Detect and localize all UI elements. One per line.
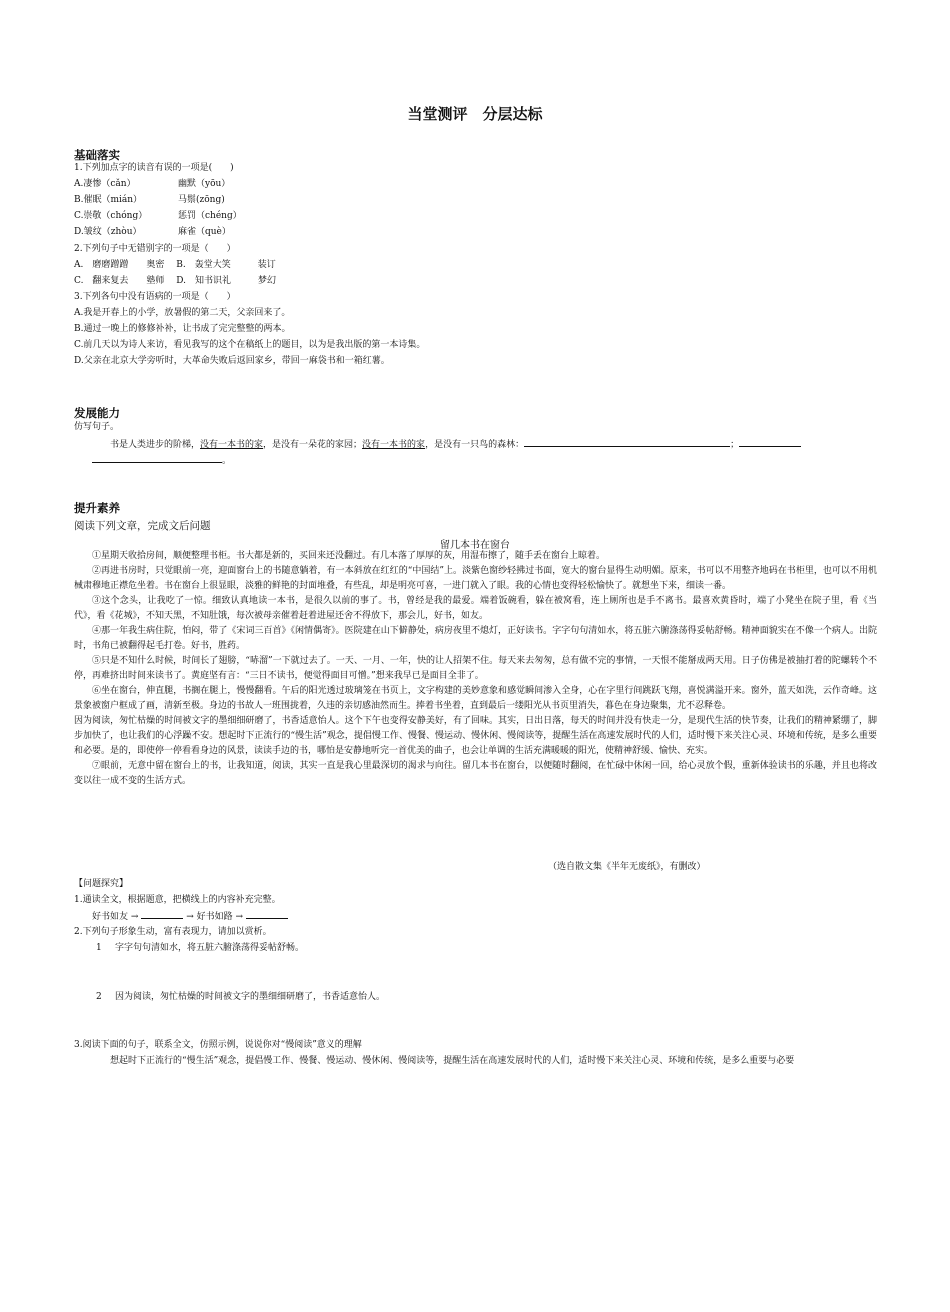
question-3: 3.阅读下面的句子，联系全文，仿照示例，说说你对“慢阅读”意义的理解 [74,1040,362,1050]
question-1: 1.通读全文，根据题意，把横线上的内容补充完整。 [74,895,281,905]
q2-options-cd: C. 翻来复去 塾师 D. 知书识礼 梦幻 [74,276,277,286]
q1-option-c-2: 惩罚（chéng） [178,211,242,221]
q3-option-d: D.父亲在北京大学旁听时，大革命失败后返回家乡，带回一麻袋书和一箱红薯。 [74,356,390,366]
q3-option-c: C.前几天以为诗人来访，看见我写的这个在稿纸上的题目，以为是我出版的第一本诗集。 [74,340,426,350]
question-1-chain: 好书如友 → → 好书如路 → [92,910,288,923]
paragraph-3: ③这个念头，让我吃了一惊。细致认真地读一本书，是很久以前的事了。书，曾经是我的最爱。端着饭碗看，躲在被窝看，连上厕所也是手不离书。最喜欢黄昏时，端了小凳坐在院子里，看《当代》，看《花城》，不知天黑，不知肚饿，每次被母亲催着赶着进屋还舍不得放下，那会儿，好书，如友。 [74,596,877,621]
answer-blank-2b[interactable] [92,454,222,463]
q2-options-ab: A. 磨磨蹭蹭 奥密 B. 轰堂大笑 装订 [74,260,276,270]
section-heading-basic: 基础落实 [74,148,120,162]
imitation-sentence-cont: 。 [92,454,231,467]
paragraph-1: ①星期天收拾房间，顺便整理书柜。书大都是新的，买回来还没翻过。有几本落了厚厚的灰，用湿布擦了，随手丢在窗台上晾着。 [92,551,606,561]
q1-option-a-2: 幽默（yōu） [178,179,231,189]
q1-option-c: C.崇敬（chóng） [74,211,148,221]
section-heading-develop: 发展能力 [74,406,120,420]
answer-blank-1[interactable] [524,438,730,447]
article-title: 留几本书在窗台 [440,540,510,551]
reading-instruction: 阅读下列文章，完成文后问题 [74,520,211,532]
paragraph-6: ⑥坐在窗台，伸直腿，书搁在腿上，慢慢翻看。午后的阳光透过玻璃笼在书页上，文字构建的美妙意象和感觉瞬间渗入全身，心在字里行间跳跃飞翔，喜悦满溢开来。窗外，蓝天如洗，云作奇峰。这景象被窗户框成了画，清新至极。身边的书故人一班围拢着，久违的亲切感油然而生。捧着书坐着，直到最后一缕阳光从书页里消失，暮色在身边聚集，尤不忍释卷。 [74,686,877,711]
question-2-item-1: 字字句句清如水，将五脏六腑涤荡得妥帖舒畅。 [115,943,305,953]
answer-blank-2a[interactable] [739,438,801,447]
questions-heading: 【问题探究】 [74,879,129,889]
question-3-quote: 想起时下正流行的“慢生活”观念，提倡慢工作、慢餐、慢运动、慢休闲、慢阅读等，提醒生活在高速发展时代的人们，适时慢下来关注心灵、环境和传统，是多么重要与必要 [110,1056,795,1066]
q1-stem: 1.下列加点字的读音有误的一项是( ) [74,163,234,173]
q2-stem: 2.下列句子中无错别字的一项是（ ） [74,244,236,254]
page-title: 当堂测评 分层达标 [407,105,543,123]
article-body [74,549,877,789]
paragraph-8: ⑦眼前，无意中留在窗台上的书，让我知道，阅读，其实一直是我心里最深切的渴求与向往。留几本书在窗台，以便随时翻阅，在忙碌中休闲一回，给心灵放个假，重新体验读书的乐趣，并且也将改变以往一成不变的生活方式。 [74,761,877,786]
chain-blank-1[interactable] [141,910,183,919]
paragraph-2: ②再进书房时，只觉眼前一亮，迎面窗台上的书随意躺着，有一本斜放在红红的“中国结”上。淡紫色窗纱轻拂过书面，宽大的窗台显得生动明媚。原来，书可以不用整齐地码在书柜里，也可以不用机械肃穆地正襟危坐着。书在窗台上很显眼，淡雅的鲜艳的封面堆叠，有些乱，却是明亮可喜，一进门就入了眼。我的心情也变得轻松愉快了。就想坐下来，细读一番。 [74,566,877,591]
question-2-item-2-num: 2 [96,992,102,1002]
develop-instruction: 仿写句子。 [74,422,120,432]
paragraph-5: ⑤只是不知什么时候，时间长了翅膀，“哧溜”一下就过去了。一天、一月、一年，快的让人招架不住。每天来去匆匆，总有做不完的事情，一天恨不能掰成两天用。日子仿佛是被抽打着的陀螺转个不停，再难挤出时间来读书了。黄庭坚有言：“三日不读书，便觉得面目可憎。”想来我早已是面目全非了。 [74,656,877,681]
q1-option-b: B.催眠（mián） [74,195,143,205]
article-source: （选自散文集《半年无废纸》，有删改） [548,862,706,872]
q1-option-b-2: 马鬃(zōng) [178,195,225,205]
q3-option-a: A.我是开春上的小学，放暑假的第二天，父亲回来了。 [74,308,291,318]
chain-blank-2[interactable] [246,910,288,919]
imitation-sentence: 书是人类进步的阶梯，没有一本书的家，是没有一朵花的家园；没有一本书的家，是没有一只鸟的森林： ； [110,438,801,451]
q3-stem: 3.下列各句中没有语病的一项是（ ） [74,292,236,302]
q3-option-b: B.通过一晚上的修修补补，让书成了完完整整的两本。 [74,324,291,334]
q1-option-d: D.皱纹（zhòu） [74,227,142,237]
question-2: 2.下列句子形象生动，富有表现力，请加以赏析。 [74,927,272,937]
paragraph-7: 因为阅读，匆忙枯燥的时间被文字的墨细细研磨了，书香适意怡人。这个下午也变得安静美好，有了回味。其实，日出日落，每天的时间并没有快走一分，是现代生活的快节奏，让我们的精神紧绷了，脚步加快了，也让我们的心浮躁不安。想起时下正流行的“慢生活”观念，提倡慢工作、慢餐、慢运动、慢休闲、慢阅读等，提醒生活在高速发展时代的人们，适时慢下来关注心灵、环境和传统，是多么重要和必要。是的，即使停一停看看身边的风景，读读手边的书，哪怕是安静地听完一首优美的曲子，也会让单调的生活充满暖暖的阳光，使精神舒缓、愉快、充实。 [74,716,877,756]
section-heading-improve: 提升素养 [74,501,120,515]
q1-option-a: A.凄惨（cǎn） [74,179,136,189]
paragraph-4: ④那一年我生病住院，怕闷，带了《宋词三百首》《闲情偶寄》。医院建在山下僻静处，病房夜里不熄灯，正好读书。字字句句清如水，将五脏六腑涤荡得妥帖舒畅。精神面貌实在不像一个病人。出院时，书角已被翻得起毛打卷。好书，胜药。 [74,626,877,651]
question-2-item-1-num: 1 [96,943,102,953]
question-2-item-2: 因为阅读，匆忙枯燥的时间被文字的墨细细研磨了，书香适意怡人。 [115,992,386,1002]
q1-option-d-2: 麻雀（què） [178,227,231,237]
